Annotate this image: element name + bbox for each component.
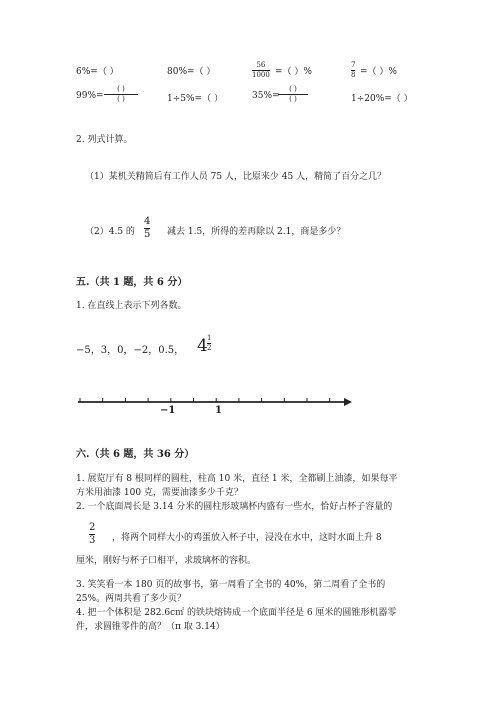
exercise-99-percent: 99%= [76,91,104,101]
fraction-numerator: ( ) [289,85,297,93]
exercise-1-div-20-percent: 1÷20%=（ ） [351,94,413,104]
section-5-question-1: 1. 在直线上表示下列各数。 [76,301,187,311]
fraction-56-1000 [252,62,270,79]
exercise-35-percent: 35%= [252,91,280,101]
question-2-1: （1）某机关精简后有工作人员 75 人，比原来少 45 人，精简了百分之几？ [85,172,387,182]
section-2-title: 2. 列式计算。 [76,135,133,145]
section-5-header: 五.（共 1 题，共 6 分） [76,277,188,288]
fraction-denominator: 3 [89,535,96,546]
blank-fraction [278,86,308,103]
question-6-3-line-2: 25%。两周共看了多少页？ [76,594,187,604]
number-list: −5，3，0，−2，0.5， [76,345,185,356]
question-6-4-line-1: 4. 把一个体积是 282.6c㎡ 的铁块熔铸成一个底面半径是 6 厘米的圆锥形机器零 [76,608,397,618]
blank-fraction [104,86,138,103]
fraction-denominator: 1000 [252,71,270,79]
fraction-denominator: ( ) [289,95,297,103]
question-6-2-line-1: 2. 一个底面周长是 3.14 分米的圆柱形玻璃杯内盛有一些水，恰好占杯子容量的 [76,502,393,512]
fraction-denominator: 5 [144,229,151,240]
fraction-numerator: 56 [256,61,266,69]
exercise-6-percent: 6%=（ ） [76,67,119,77]
question-6-1-line-1: 1. 展览厅有 8 根同样的圆柱，柱高 10 米，直径 1 米，全都刷上油漆，如果每平 [76,474,398,484]
question-6-2-line-2: ，将两个同样大小的鸡蛋放入杯子中，浸没在水中，这时水面上升 8 [112,533,382,543]
fraction-denominator: 8 [351,71,356,79]
mixed-number-fraction [207,335,211,352]
fraction-numerator: 4 [144,216,151,227]
fraction-4-5 [144,217,150,240]
question-2-2-post: 减去 1.5，所得的差再除以 2.1，商是多少？ [167,227,346,237]
question-6-2-line-3: 厘米，刚好与杯子口相平，求玻璃杯的容积。 [76,556,257,566]
question-6-4-line-2: 件，求圆锥零件的高？（π 取 3.14） [76,622,225,632]
exercise-80-percent: 80%=（ ） [167,67,216,77]
fraction-2-3 [89,523,95,546]
question-6-3-line-1: 3. 笑笑看一本 180 页的故事书，第一周看了全书的 40%，第二周看了全书的 [76,580,386,590]
arrow-right-icon [344,398,352,406]
fraction-denominator: ( ) [117,95,125,103]
fraction-numerator: 7 [351,61,356,69]
axis-label-minus-one: −1 [160,405,176,416]
fraction-numerator: 1 [207,334,212,342]
fraction-numerator: 2 [89,522,96,533]
fraction-7-8 [351,62,355,79]
question-6-1-line-2: 方米用油漆 100 克，需要油漆多少千克？ [76,488,243,498]
exercise-7-8-rest: =（ ）% [360,67,397,77]
fraction-numerator: ( ) [117,85,125,93]
axis-label-one: 1 [215,405,222,416]
section-6-header: 六.（共 6 题，共 36 分） [76,449,195,460]
exercise-56-1000-rest: =（ ）% [275,67,312,77]
fraction-denominator: 2 [207,344,212,352]
mixed-number-whole: 4 [197,336,208,356]
question-2-2-pre: （2）4.5 的 [85,227,135,237]
number-line [70,392,355,422]
exercise-1-div-5-percent: 1÷5%=（ ） [167,94,223,104]
